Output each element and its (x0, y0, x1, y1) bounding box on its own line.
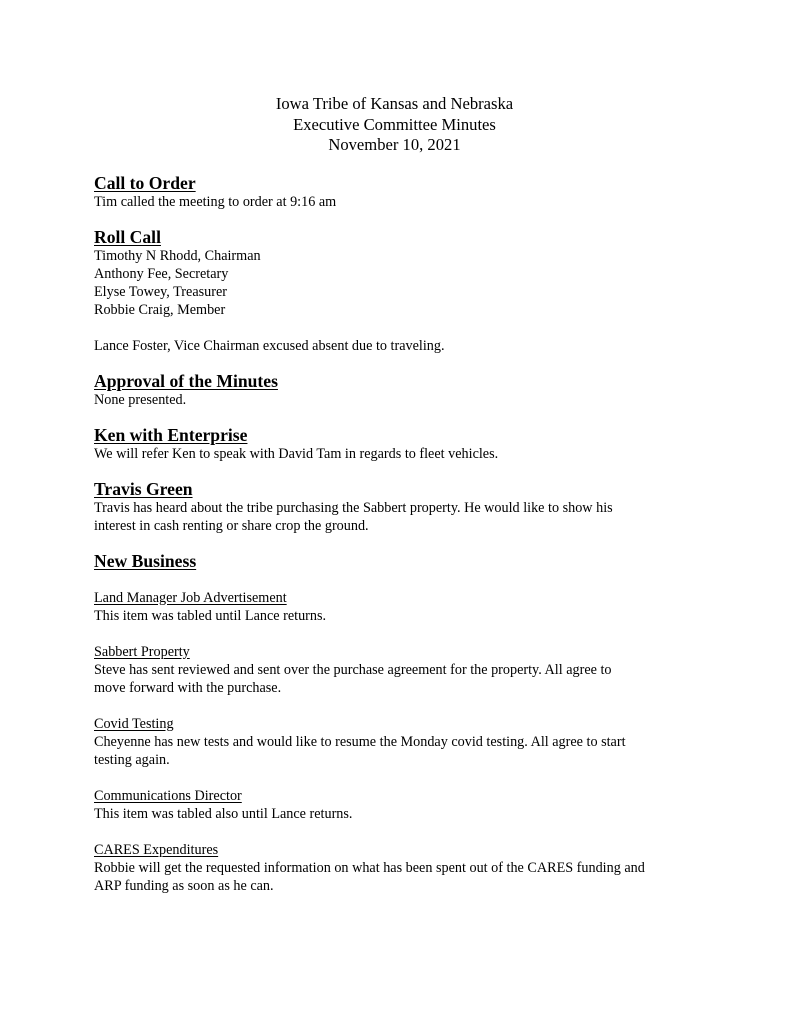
travis-text: interest in cash renting or share crop the ground. (94, 517, 369, 534)
roll-call-section (94, 227, 695, 355)
roll-call-member: Robbie Craig, Member (94, 301, 226, 318)
agenda-item-title: Covid Testing (94, 715, 174, 732)
agenda-item-title: Land Manager Job Advertisement (94, 589, 287, 606)
approval-text: None presented. (94, 391, 187, 408)
agenda-item-text: Steve has sent reviewed and sent over the purchase agreement for the property. All agree to (94, 661, 612, 678)
agenda-item-title: CARES Expenditures (94, 841, 219, 858)
meeting-date: November 10, 2021 (328, 135, 461, 154)
ken-heading: Ken with Enterprise (94, 424, 248, 445)
travis-heading: Travis Green (94, 478, 193, 499)
agenda-item-text: Cheyenne has new tests and would like to resume the Monday covid testing. All agree to start (94, 733, 626, 750)
agenda-item-title: Sabbert Property (94, 643, 190, 660)
agenda-item-text: testing again. (94, 751, 170, 768)
roll-call-heading: Roll Call (94, 226, 161, 247)
agenda-item-text: This item was tabled also until Lance returns. (94, 805, 353, 822)
document-header (94, 94, 695, 156)
roll-call-member: Timothy N Rhodd, Chairman (94, 247, 261, 264)
agenda-item-communications-director (94, 787, 695, 823)
agenda-item-text: Robbie will get the requested information on what has been spent out of the CARES funding and (94, 859, 645, 876)
organization-name: Iowa Tribe of Kansas and Nebraska (275, 94, 514, 113)
ken-section (94, 425, 695, 463)
agenda-item-text: move forward with the purchase. (94, 679, 282, 696)
agenda-item-title: Communications Director (94, 787, 242, 804)
travis-text: Travis has heard about the tribe purchasing the Sabbert property. He would like to show his (94, 499, 613, 516)
agenda-item-covid-testing (94, 715, 695, 769)
document-title: Executive Committee Minutes (293, 114, 496, 134)
call-to-order-heading: Call to Order (94, 172, 196, 193)
agenda-item-text: This item was tabled until Lance returns. (94, 607, 327, 624)
agenda-item-sabbert-property (94, 643, 695, 697)
agenda-item-text: ARP funding as soon as he can. (94, 877, 274, 894)
roll-call-absent: Lance Foster, Vice Chairman excused absent due to traveling. (94, 337, 445, 354)
roll-call-member: Anthony Fee, Secretary (94, 265, 229, 282)
ken-text: We will refer Ken to speak with David Tam in regards to fleet vehicles. (94, 445, 499, 462)
new-business-heading: New Business (94, 550, 197, 571)
call-to-order-text: Tim called the meeting to order at 9:16 am (94, 193, 337, 210)
roll-call-member: Elyse Towey, Treasurer (94, 283, 227, 300)
approval-heading: Approval of the Minutes (94, 370, 278, 391)
new-business-section (94, 551, 695, 895)
agenda-item-cares-expenditures (94, 841, 695, 895)
call-to-order-section (94, 173, 695, 211)
approval-section (94, 371, 695, 409)
travis-section (94, 479, 695, 535)
agenda-item-land-manager (94, 589, 695, 625)
